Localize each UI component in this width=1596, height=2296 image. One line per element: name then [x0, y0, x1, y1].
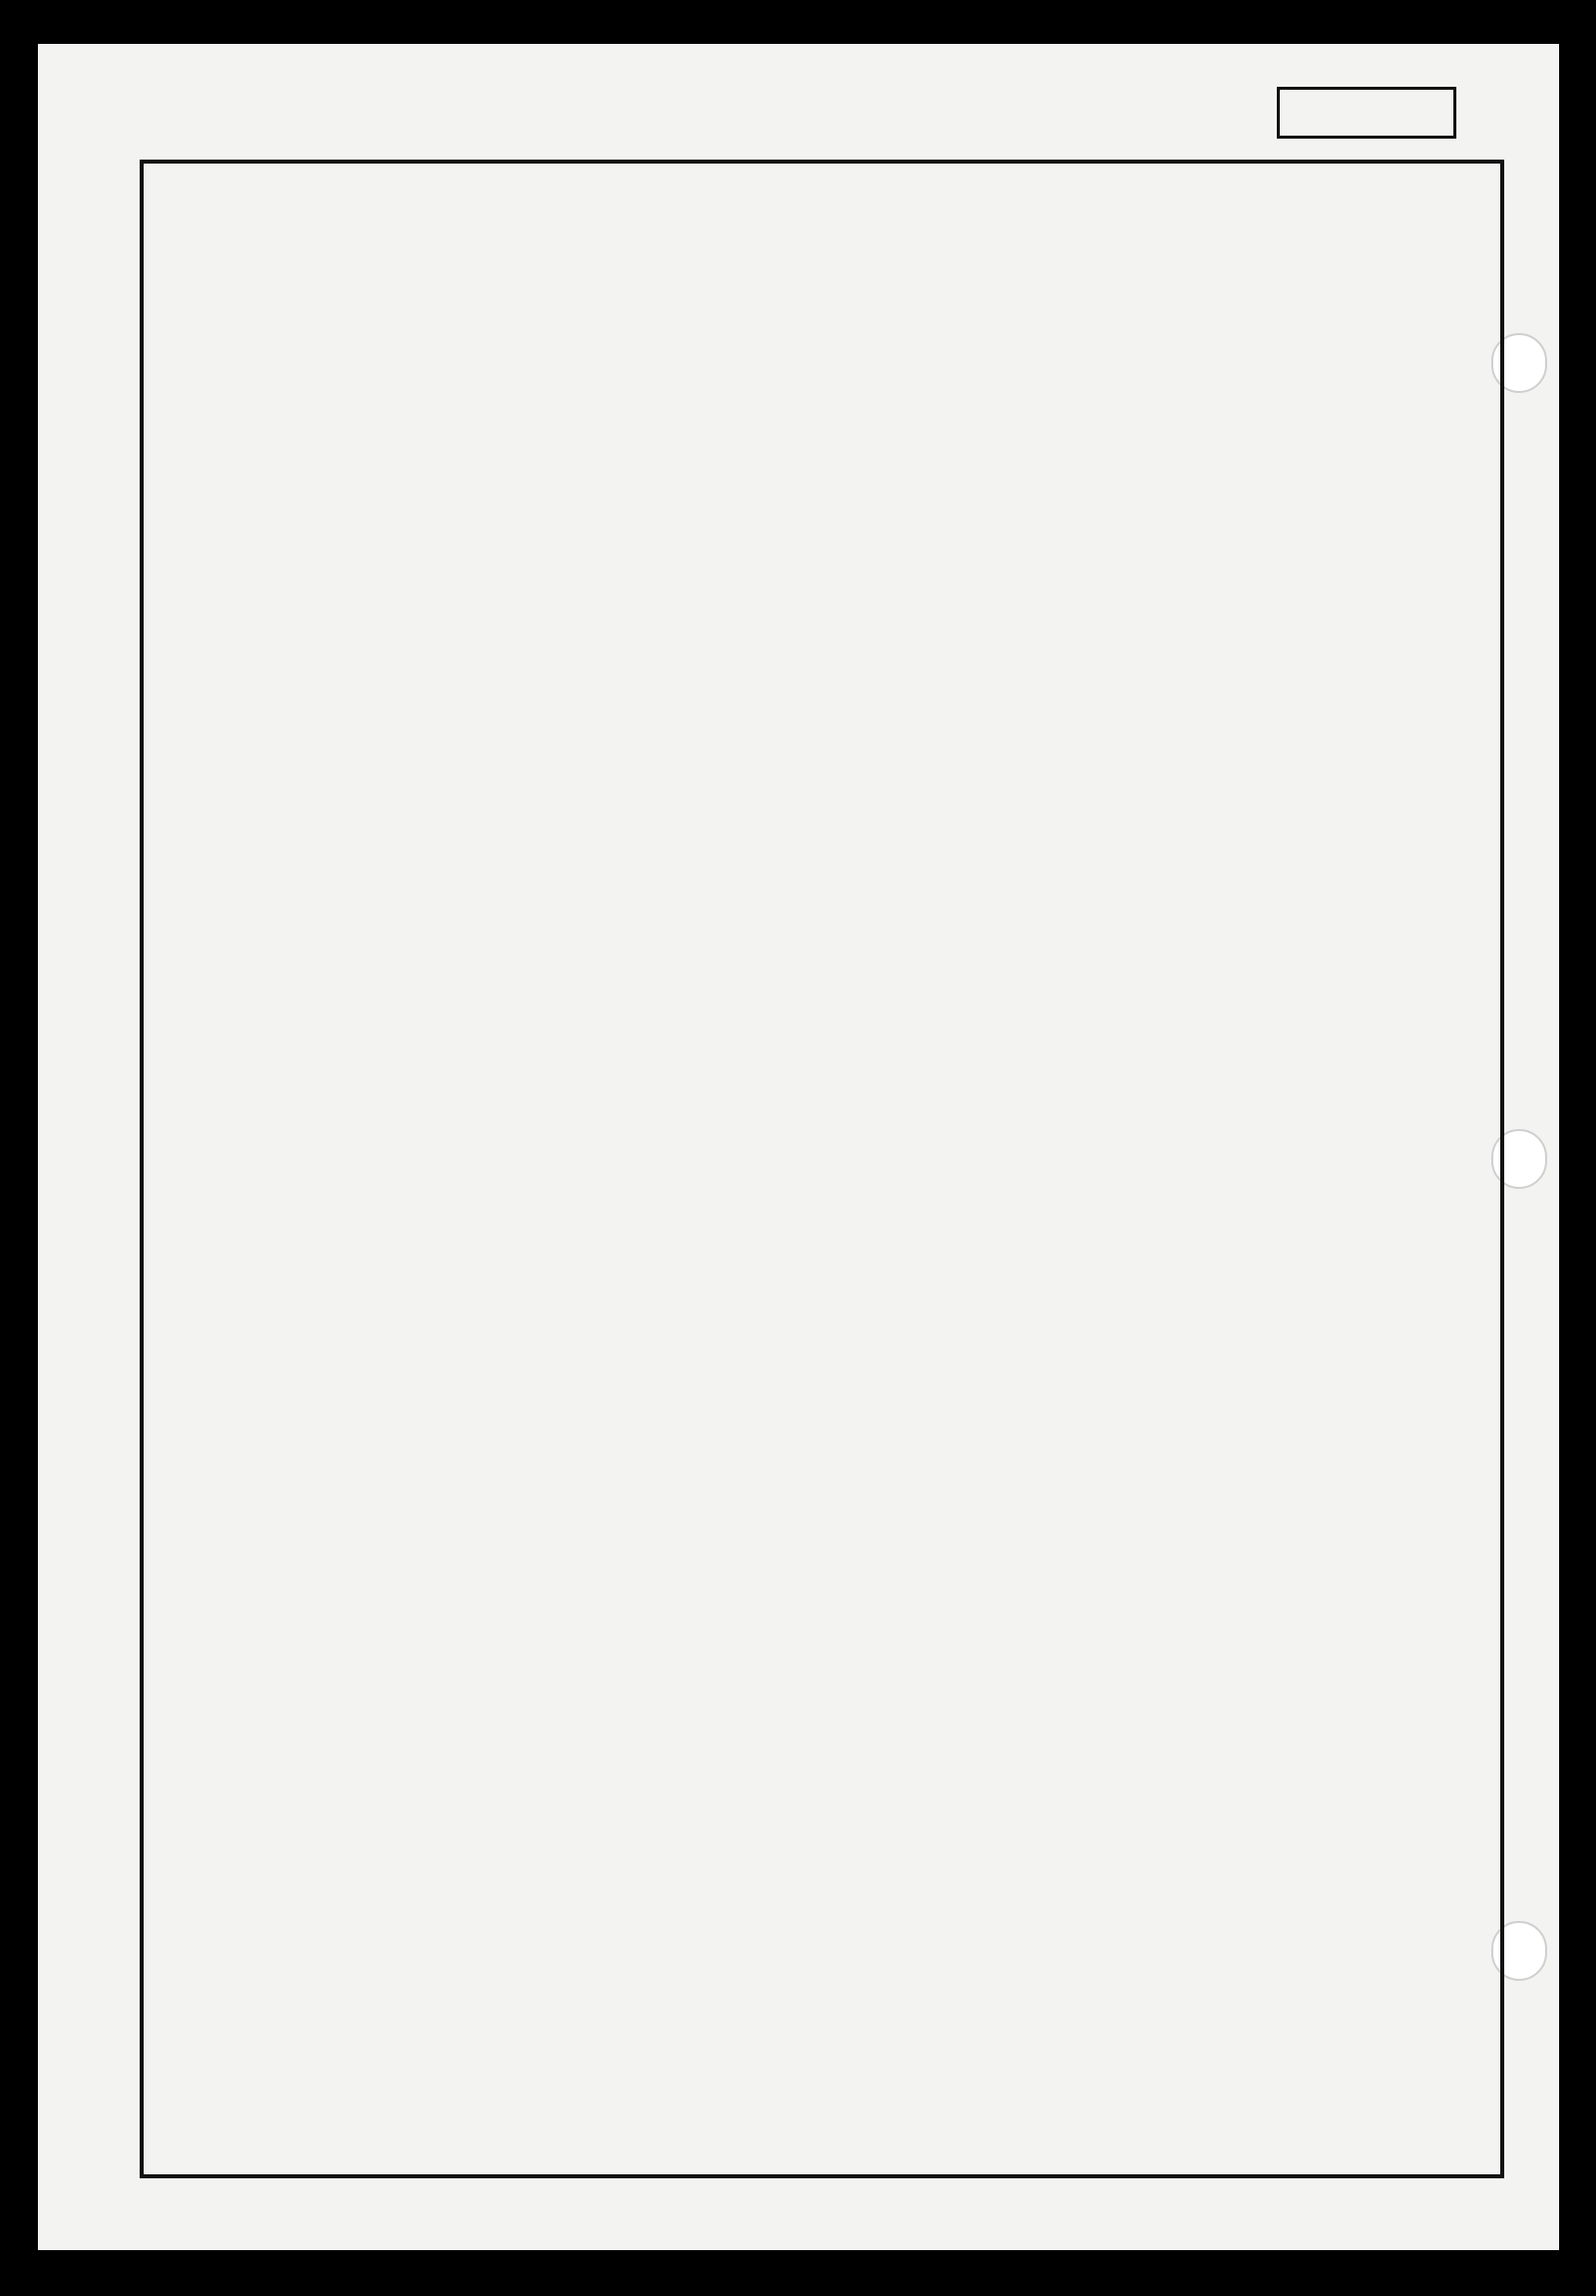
album-page — [38, 44, 1559, 2250]
page-number — [1277, 87, 1456, 139]
catalog-sheet — [140, 160, 1504, 2178]
